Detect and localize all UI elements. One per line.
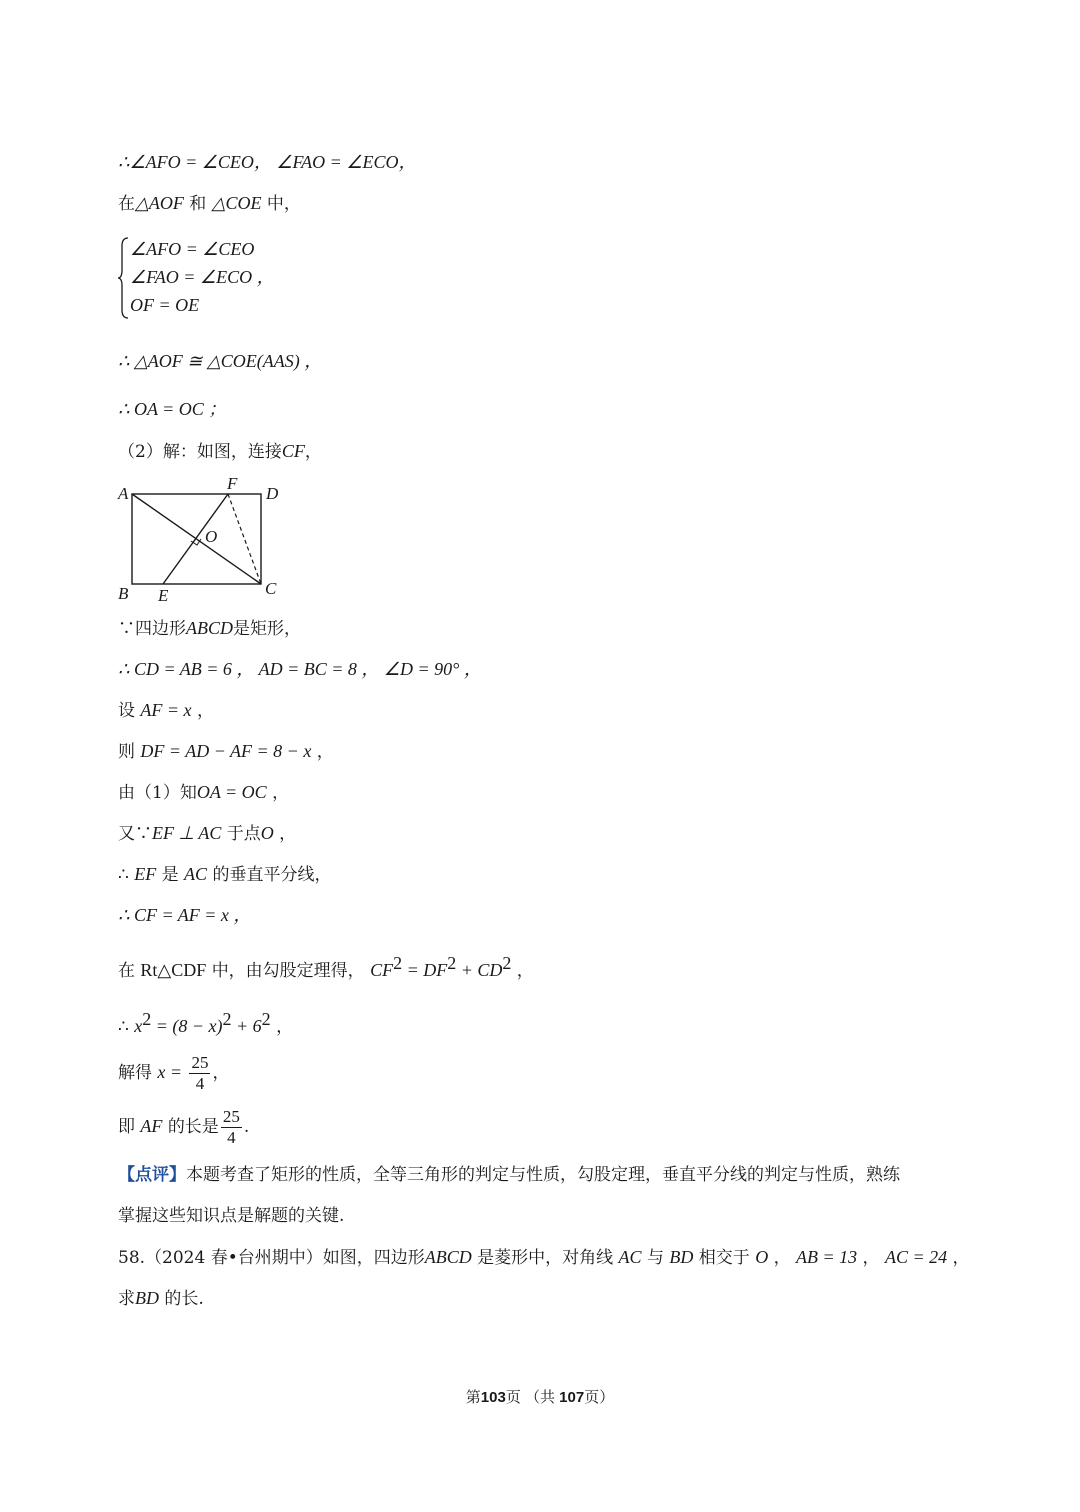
total-pages: 107 [559, 1389, 585, 1406]
proof-line-pythagoras: 在 Rt△CDF 中，由勾股定理得， $CF^2 = DF^2 + CD^2$ ， [118, 953, 534, 981]
proof-line-ef-perp: 又∵EF ⊥ AC 于点O ， [118, 823, 297, 844]
label-e: E [158, 586, 169, 605]
left-brace-icon [118, 236, 130, 320]
proof-line-equation: ∴ $x^2 = (8 - x)^2 + 6^2$ ， [118, 1009, 294, 1037]
question-58-line-2: 求BD 的长. [118, 1288, 204, 1309]
condition-1: ∠AFO = ∠CEO [130, 239, 255, 259]
proof-line-df: 则 DF = AD − AF = 8 − x ， [118, 741, 334, 762]
rectangle-figure [112, 472, 292, 607]
remark-line-2: 掌握这些知识点是解题的关键. [118, 1206, 345, 1226]
condition-3: OF = OE [130, 295, 200, 315]
page-number: 103 [480, 1389, 506, 1406]
fraction: $\frac{25}{4}$ [222, 1107, 240, 1147]
proof-line-from-part1: 由（1）知OA = OC ， [118, 782, 290, 803]
question-58-line-1: 58.（2024 春•台州期中）如图，四边形ABCD 是菱形中，对角线 AC 与 BD 相交于 O ， AB = 13 ， AC = 24 ， [118, 1247, 970, 1268]
proof-line-angles-equal: ∴∠AFO = ∠CEO， ∠FAO = ∠ECO， [118, 152, 417, 172]
proof-line-bisector: ∴ EF 是 AC 的垂直平分线， [118, 864, 332, 885]
label-c: C [265, 579, 277, 598]
proof-line-let-af: 设 AF = x ， [118, 700, 214, 721]
fraction: $\frac{25}{4}$ [191, 1053, 209, 1093]
label-d: D [266, 484, 279, 503]
page-footer: 第103页 （共 107页） [465, 1389, 615, 1406]
proof-line-in-triangles: 在△AOF 和 △COE 中， [118, 193, 301, 214]
proof-line-sides: ∴ CD = AB = 6 ， AD = BC = 8 ， ∠D = 90° ， [118, 659, 482, 679]
remark-line-1: 【点评】本题考查了矩形的性质，全等三角形的判定与性质，勾股定理，垂直平分线的判定与性质，熟练 [118, 1165, 900, 1185]
proof-line-rectangle: ∵四边形ABCD是矩形， [118, 618, 301, 639]
remark-tag: 【点评】 [118, 1165, 186, 1185]
proof-line-solve: 解得 x = $\frac{25}{4}$ ， [118, 1053, 230, 1093]
proof-line-congruent: ∴ △AOF ≅ △COE(AAS) ， [118, 351, 323, 371]
proof-line-cf-af: ∴ CF = AF = x ， [118, 905, 252, 925]
label-o: O [205, 527, 218, 546]
label-a: A [118, 484, 129, 503]
proof-line-oa-oc: ∴ OA = OC ； [118, 399, 227, 419]
part2-heading: （2）解：如图，连接CF， [118, 441, 322, 462]
proof-line-answer: 即 AF 的长是 $\frac{25}{4}$ . [118, 1107, 250, 1147]
label-f: F [227, 474, 238, 493]
condition-system [118, 236, 378, 320]
condition-2: ∠FAO = ∠ECO ， [130, 267, 275, 287]
label-b: B [118, 584, 129, 603]
